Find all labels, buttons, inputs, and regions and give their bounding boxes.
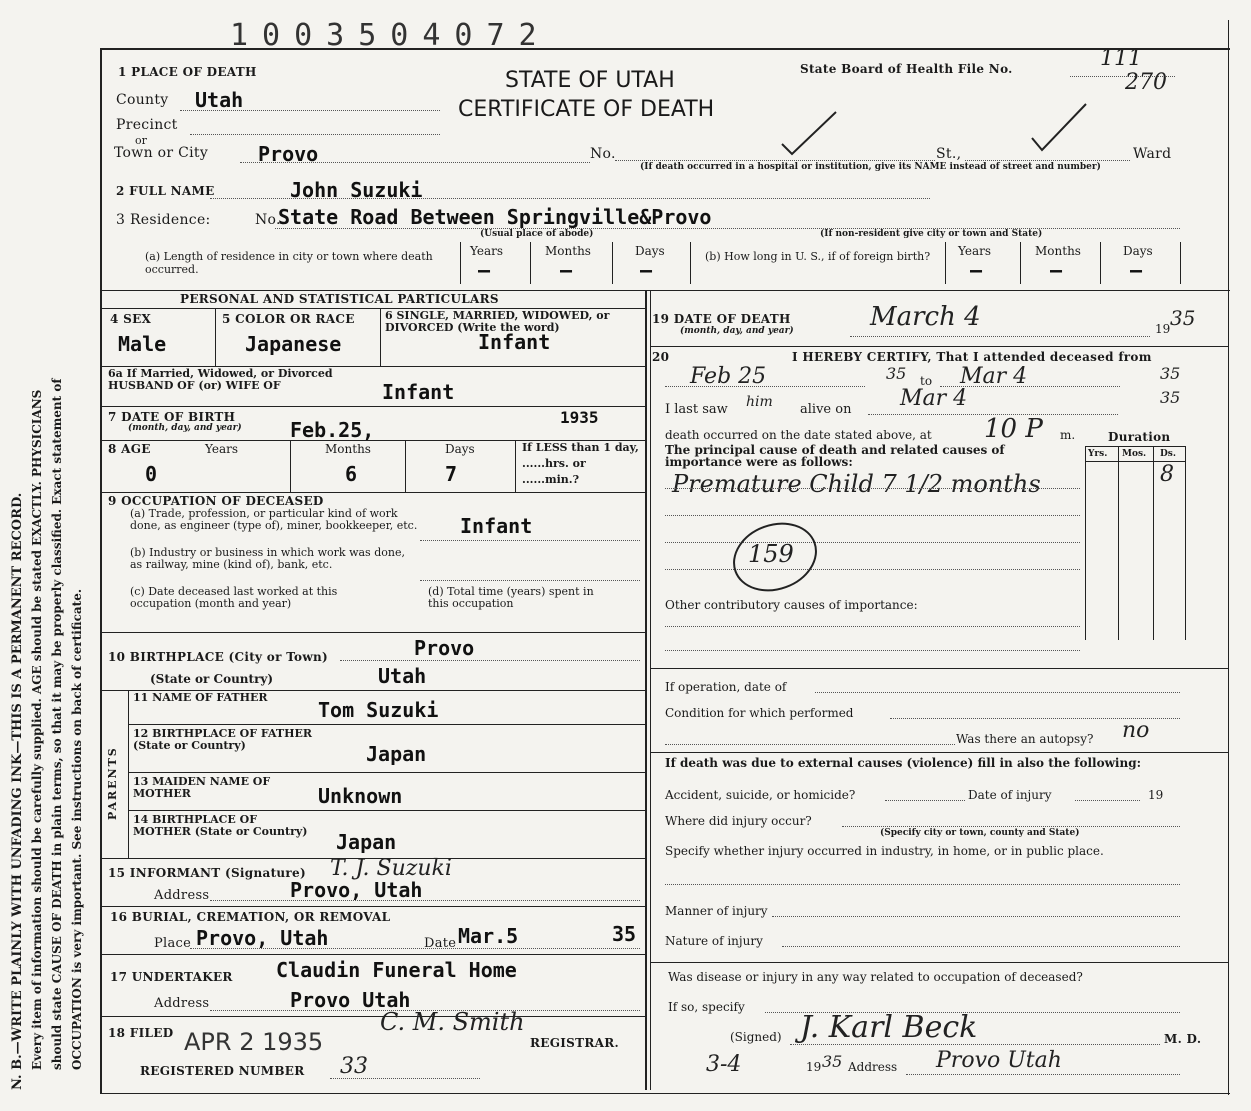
mother-name-label: 13 MAIDEN NAME OF MOTHER [133, 775, 271, 800]
res-box-divider-1 [460, 242, 461, 284]
where-injury-label: Where did injury occur? [665, 814, 812, 828]
certify-num: 20 [652, 350, 670, 364]
death-time-suffix: m. [1060, 428, 1076, 442]
death-year-prefix: 19 [1155, 322, 1171, 336]
autopsy-line [665, 744, 955, 745]
signed-line [790, 1044, 1160, 1045]
us-days-value: – [1130, 258, 1143, 282]
file-no: 111 [1100, 46, 1142, 71]
res-months-label: Months [545, 244, 591, 258]
death-time-value: 10 P [984, 414, 1043, 444]
father-birthplace-label: 12 BIRTHPLACE OF FATHER (State or Country) [133, 727, 313, 752]
center-divider-2 [650, 290, 651, 1090]
burial-date-value: Mar.5 [458, 924, 519, 948]
sex-value: Male [118, 332, 167, 356]
personal-header: PERSONAL AND STATISTICAL PARTICULARS [180, 292, 499, 306]
accident-line [885, 800, 965, 801]
race-label: 5 COLOR OR RACE [222, 312, 355, 326]
nature-label: Nature of injury [665, 934, 763, 948]
age-divider-2 [405, 440, 406, 492]
informant-label: 15 INFORMANT (Signature) [108, 866, 306, 880]
us-years-value: – [970, 258, 983, 282]
precinct-label: Precinct [116, 117, 178, 133]
undertaker-label: 17 UNDERTAKER [110, 970, 233, 984]
nature-line [782, 946, 1180, 947]
res-box-divider-3 [612, 242, 613, 284]
less-than-day-label: If LESS than 1 day, ......hrs. or ......min.? [522, 441, 639, 486]
burial-date-label: Date [424, 936, 457, 951]
death-date-sub: (month, day, and year) [680, 326, 794, 336]
occupation-c-label: (c) Date deceased last worked at this occupation (month and year) [130, 585, 338, 610]
form-right-border [1228, 20, 1229, 1095]
attended-to-year: 35 [1160, 364, 1181, 383]
death-date-num: 19 DATE OF DEATH [652, 312, 791, 326]
birthplace-label: 10 BIRTHPLACE (City or Town) [108, 650, 328, 664]
age-label: 8 AGE [108, 442, 151, 456]
row-9-rule [100, 492, 645, 493]
county-value: Utah [195, 88, 244, 112]
burial-label: 16 BURIAL, CREMATION, OR REMOVAL [110, 910, 391, 924]
filed-stamp: APR 2 1935 [184, 1028, 324, 1056]
death-date-line [850, 336, 1150, 337]
cause-value: Premature Child 7 1/2 months [672, 470, 1041, 498]
specify-city-note: (Specify city or town, county and State) [880, 828, 1080, 838]
mother-birthplace-label: 14 BIRTHPLACE OF MOTHER (State or Country) [133, 813, 308, 838]
disease-section-rule [650, 962, 1228, 963]
registrar-label: REGISTRAR. [530, 1036, 620, 1050]
res-days-value: – [640, 258, 653, 282]
other-causes-line-2 [665, 650, 1080, 651]
precinct-line [190, 134, 440, 135]
title-certificate: CERTIFICATE OF DEATH [458, 97, 715, 122]
attended-from-year: 35 [886, 364, 907, 383]
town-label: Town or City [114, 145, 209, 161]
certify-label: I HEREBY CERTIFY, That I attended deceased from [792, 350, 1152, 364]
usual-abode-note: (Usual place of abode) [480, 229, 594, 239]
cause-line-2 [665, 515, 1080, 516]
external-label: If death was due to external causes (violence) fill in also the following: [665, 756, 1142, 770]
file-no-label: State Board of Health File No. [800, 62, 1013, 76]
occupation-label: 9 OCCUPATION OF DECEASED [108, 494, 324, 508]
form-bottom-border [100, 1093, 1230, 1094]
physician-signature: J. Karl Beck [800, 1010, 978, 1045]
full-name-value: John Suzuki [290, 178, 423, 202]
external-section-rule [650, 752, 1228, 753]
margin-note-3: should state CAUSE OF DEATH in plain terms, so that it may be properly classified. Exact statement of [50, 378, 64, 1070]
occupation-value: Infant [460, 514, 533, 538]
birth-date-label: 7 DATE OF BIRTH [108, 410, 236, 424]
duration-col-4 [1185, 446, 1186, 640]
operation-section-rule [650, 668, 1228, 669]
us-box-divider-1 [945, 242, 946, 284]
county-label: County [116, 92, 169, 108]
undertaker-address-label: Address [154, 996, 210, 1011]
registrar-signature: C. M. Smith [380, 1008, 525, 1036]
undertaker-address-value: Provo Utah [290, 988, 411, 1012]
us-months-label: Months [1035, 244, 1081, 258]
signed-year: 35 [822, 1052, 843, 1071]
st-line [965, 160, 1130, 161]
us-years-label: Years [958, 244, 992, 258]
row-18-rule [100, 1016, 645, 1017]
full-name-label: 2 FULL NAME [116, 184, 215, 198]
us-box-divider-2 [1020, 242, 1021, 284]
foreign-birth-label: (b) How long in U. S., if of foreign birth? [705, 250, 931, 263]
marital-value: Infant [478, 330, 551, 354]
parents-divider [128, 690, 129, 858]
spouse-value: Infant [382, 380, 455, 404]
birth-date-value: Feb.25, [290, 418, 375, 442]
injury-date-label: Date of injury [968, 788, 1052, 802]
burial-place-value: Provo, Utah [196, 926, 329, 950]
row-12-rule [128, 724, 645, 725]
autopsy-label: Was there an autopsy? [956, 732, 1094, 746]
other-causes-line-1 [665, 626, 1080, 627]
death-occurred-label: death occurred on the date stated above, at [665, 428, 932, 442]
margin-note-1: N. B.—WRITE PLAINLY WITH UNFADING INK—THIS IS A PERMANENT RECORD. [10, 492, 25, 1090]
row-20-rule [650, 346, 1228, 347]
us-months-value: – [1050, 258, 1063, 282]
us-box-divider-4 [1180, 242, 1181, 284]
county-line [180, 110, 440, 111]
center-divider [645, 290, 647, 1090]
regno-line [330, 1078, 480, 1079]
duration-header-rule [1085, 446, 1185, 447]
if-so-label: If so, specify [668, 1000, 745, 1014]
duration-mos: Mos. [1122, 449, 1147, 459]
town-value: Provo [258, 142, 319, 166]
occupation-line [420, 540, 640, 541]
row-10-rule [100, 632, 645, 633]
birthplace-state-label: (State or Country) [150, 672, 274, 686]
burial-place-label: Place [154, 936, 192, 951]
occupation-a-label: (a) Trade, profession, or particular kind of work done, as engineer (type of), miner, bookkeeper, etc. [130, 507, 418, 532]
race-status-divider [380, 308, 381, 366]
to-label: to [920, 374, 933, 388]
residence-label: 3 Residence: [116, 212, 211, 228]
mother-birthplace-value: Japan [336, 830, 397, 854]
occupation-d-label: (d) Total time (years) spent in this occupation [428, 585, 594, 610]
accident-label: Accident, suicide, or homicide? [665, 788, 856, 802]
death-date-value: March 4 [870, 302, 981, 332]
res-years-label: Years [470, 244, 504, 258]
father-name-value: Tom Suzuki [318, 698, 439, 722]
margin-note-2: Every item of information should be carefully supplied. AGE should be stated EXACTLY. PHYSICIANS [30, 389, 44, 1070]
serial-number: 1003504072 [230, 18, 551, 53]
signed-date: 3-4 [706, 1052, 742, 1077]
attended-from-line [665, 386, 865, 387]
informant-address-label: Address [154, 888, 210, 903]
res-months-value: – [560, 258, 573, 282]
check-mark-1 [780, 108, 840, 156]
row-16-rule [100, 906, 645, 907]
injury-year-prefix: 19 [1148, 788, 1164, 802]
disease-label: Was disease or injury in any way related to occupation of deceased? [668, 970, 1083, 984]
no-line [615, 160, 935, 161]
file-no-2: 270 [1125, 70, 1167, 95]
no-label: No. [590, 146, 616, 162]
sex-label: 4 SEX [110, 312, 152, 326]
birthplace-value: Provo [414, 636, 475, 660]
duration-col-3 [1153, 446, 1154, 640]
cause-label: The principal cause of death and related causes of importance were as follows: [665, 443, 1005, 469]
manner-line [772, 916, 1180, 917]
him-her: him [746, 394, 773, 410]
form-left-border [100, 48, 102, 1093]
age-days-label: Days [445, 442, 475, 456]
nonresident-note: (If non-resident give city or town and State) [820, 229, 1043, 239]
parents-label: PARENTS [106, 746, 119, 820]
res-years-value: – [478, 258, 491, 282]
signed-label: (Signed) [730, 1030, 782, 1044]
informant-signature: T. J. Suzuki [330, 856, 452, 881]
duration-label: Duration [1108, 430, 1171, 444]
check-mark-2 [1030, 100, 1090, 152]
race-value: Japanese [245, 332, 342, 356]
other-causes-label: Other contributory causes of importance: [665, 598, 918, 612]
place-of-death-label: 1 PLACE OF DEATH [118, 65, 257, 79]
row-7-rule [100, 406, 645, 407]
alive-on-label: alive on [800, 402, 852, 417]
operation-line [815, 692, 1180, 693]
res-days-label: Days [635, 244, 665, 258]
birthplace-state-value: Utah [378, 664, 427, 688]
full-name-line [210, 198, 930, 199]
industry-line [420, 580, 640, 581]
registered-number-value: 33 [340, 1054, 368, 1079]
duration-col-2 [1118, 446, 1119, 640]
burial-line [190, 948, 640, 949]
st-label: St., [936, 146, 962, 162]
age-divider-1 [290, 440, 291, 492]
duration-ds: Ds. [1160, 449, 1177, 459]
condition-label: Condition for which performed [665, 706, 854, 720]
row-17-rule [100, 954, 645, 955]
title-state: STATE OF UTAH [505, 68, 675, 93]
where-injury-line [842, 826, 1180, 827]
undertaker-value: Claudin Funeral Home [276, 958, 517, 982]
ward-label: Ward [1133, 146, 1172, 162]
town-line [240, 162, 590, 163]
length-residence-label: (a) Length of residence in city or town where death occurred. [145, 250, 433, 276]
operation-label: If operation, date of [665, 680, 787, 694]
father-name-label: 11 NAME OF FATHER [133, 691, 268, 704]
spouse-label: 6a If Married, Widowed, or Divorced HUSBAND OF (or) WIFE OF [108, 367, 333, 392]
row-13-rule [128, 772, 645, 773]
res-box-divider-4 [690, 242, 691, 284]
mother-name-value: Unknown [318, 784, 403, 808]
physician-address-label: Address [848, 1060, 898, 1074]
code-value: 159 [748, 540, 794, 568]
specify-whether-line [665, 884, 1180, 885]
us-days-label: Days [1123, 244, 1153, 258]
injury-date-line [1075, 800, 1140, 801]
residence-no-label: No. [255, 212, 281, 228]
cause-line-1 [665, 488, 1080, 489]
age-years-value: 0 [145, 462, 158, 486]
manner-label: Manner of injury [665, 904, 768, 918]
duration-value: 8 [1160, 462, 1174, 487]
margin-note-4: OCCUPATION is very important. See instructions on back of certificate. [70, 588, 84, 1070]
filed-label: 18 FILED [108, 1026, 174, 1040]
burial-year-value: 35 [612, 922, 637, 946]
informant-address-value: Provo, Utah [290, 878, 423, 902]
age-years-label: Years [205, 442, 239, 456]
or-label: or [135, 134, 147, 147]
age-months-value: 6 [345, 462, 358, 486]
sex-race-divider [215, 308, 216, 366]
attended-from: Feb 25 [690, 364, 767, 389]
main-divider-top [100, 290, 1230, 291]
physician-address-value: Provo Utah [936, 1048, 1062, 1073]
father-birthplace-value: Japan [366, 742, 427, 766]
duration-col-1 [1085, 446, 1086, 640]
specify-whether-label: Specify whether injury occurred in industry, in home, or in public place. [665, 844, 1104, 858]
hospital-note: (If death occurred in a hospital or institution, give its NAME instead of street and number) [640, 162, 1101, 172]
res-box-divider-2 [530, 242, 531, 284]
last-saw-value: Mar 4 [900, 386, 968, 411]
birthplace-line [340, 660, 640, 661]
occupation-b-label: (b) Industry or business in which work was done, as railway, mine (kind of), bank, etc. [130, 546, 405, 571]
md-label: M. D. [1164, 1032, 1202, 1046]
death-year-value: 35 [1170, 306, 1196, 330]
last-saw-year: 35 [1160, 388, 1181, 407]
age-divider-3 [515, 440, 516, 492]
signed-year-prefix: 19 [806, 1060, 822, 1074]
last-saw-label: I last saw [665, 402, 728, 417]
residence-line [275, 228, 1180, 229]
birth-date-sub: (month, day, and year) [128, 423, 242, 433]
autopsy-value: no [1122, 718, 1150, 743]
physician-address-line [906, 1074, 1180, 1075]
duration-yrs: Yrs. [1088, 449, 1108, 459]
age-months-label: Months [325, 442, 371, 456]
marital-label: 6 SINGLE, MARRIED, WIDOWED, or DIVORCED (Write the word) [385, 309, 610, 334]
us-box-divider-3 [1100, 242, 1101, 284]
birth-year-value: 1935 [560, 408, 599, 427]
residence-value: State Road Between Springville&Provo [278, 205, 712, 229]
attended-to: Mar 4 [960, 364, 1028, 389]
row-14-rule [128, 810, 645, 811]
registered-number-label: REGISTERED NUMBER [140, 1064, 305, 1078]
informant-address-line [210, 900, 640, 901]
age-days-value: 7 [445, 462, 458, 486]
